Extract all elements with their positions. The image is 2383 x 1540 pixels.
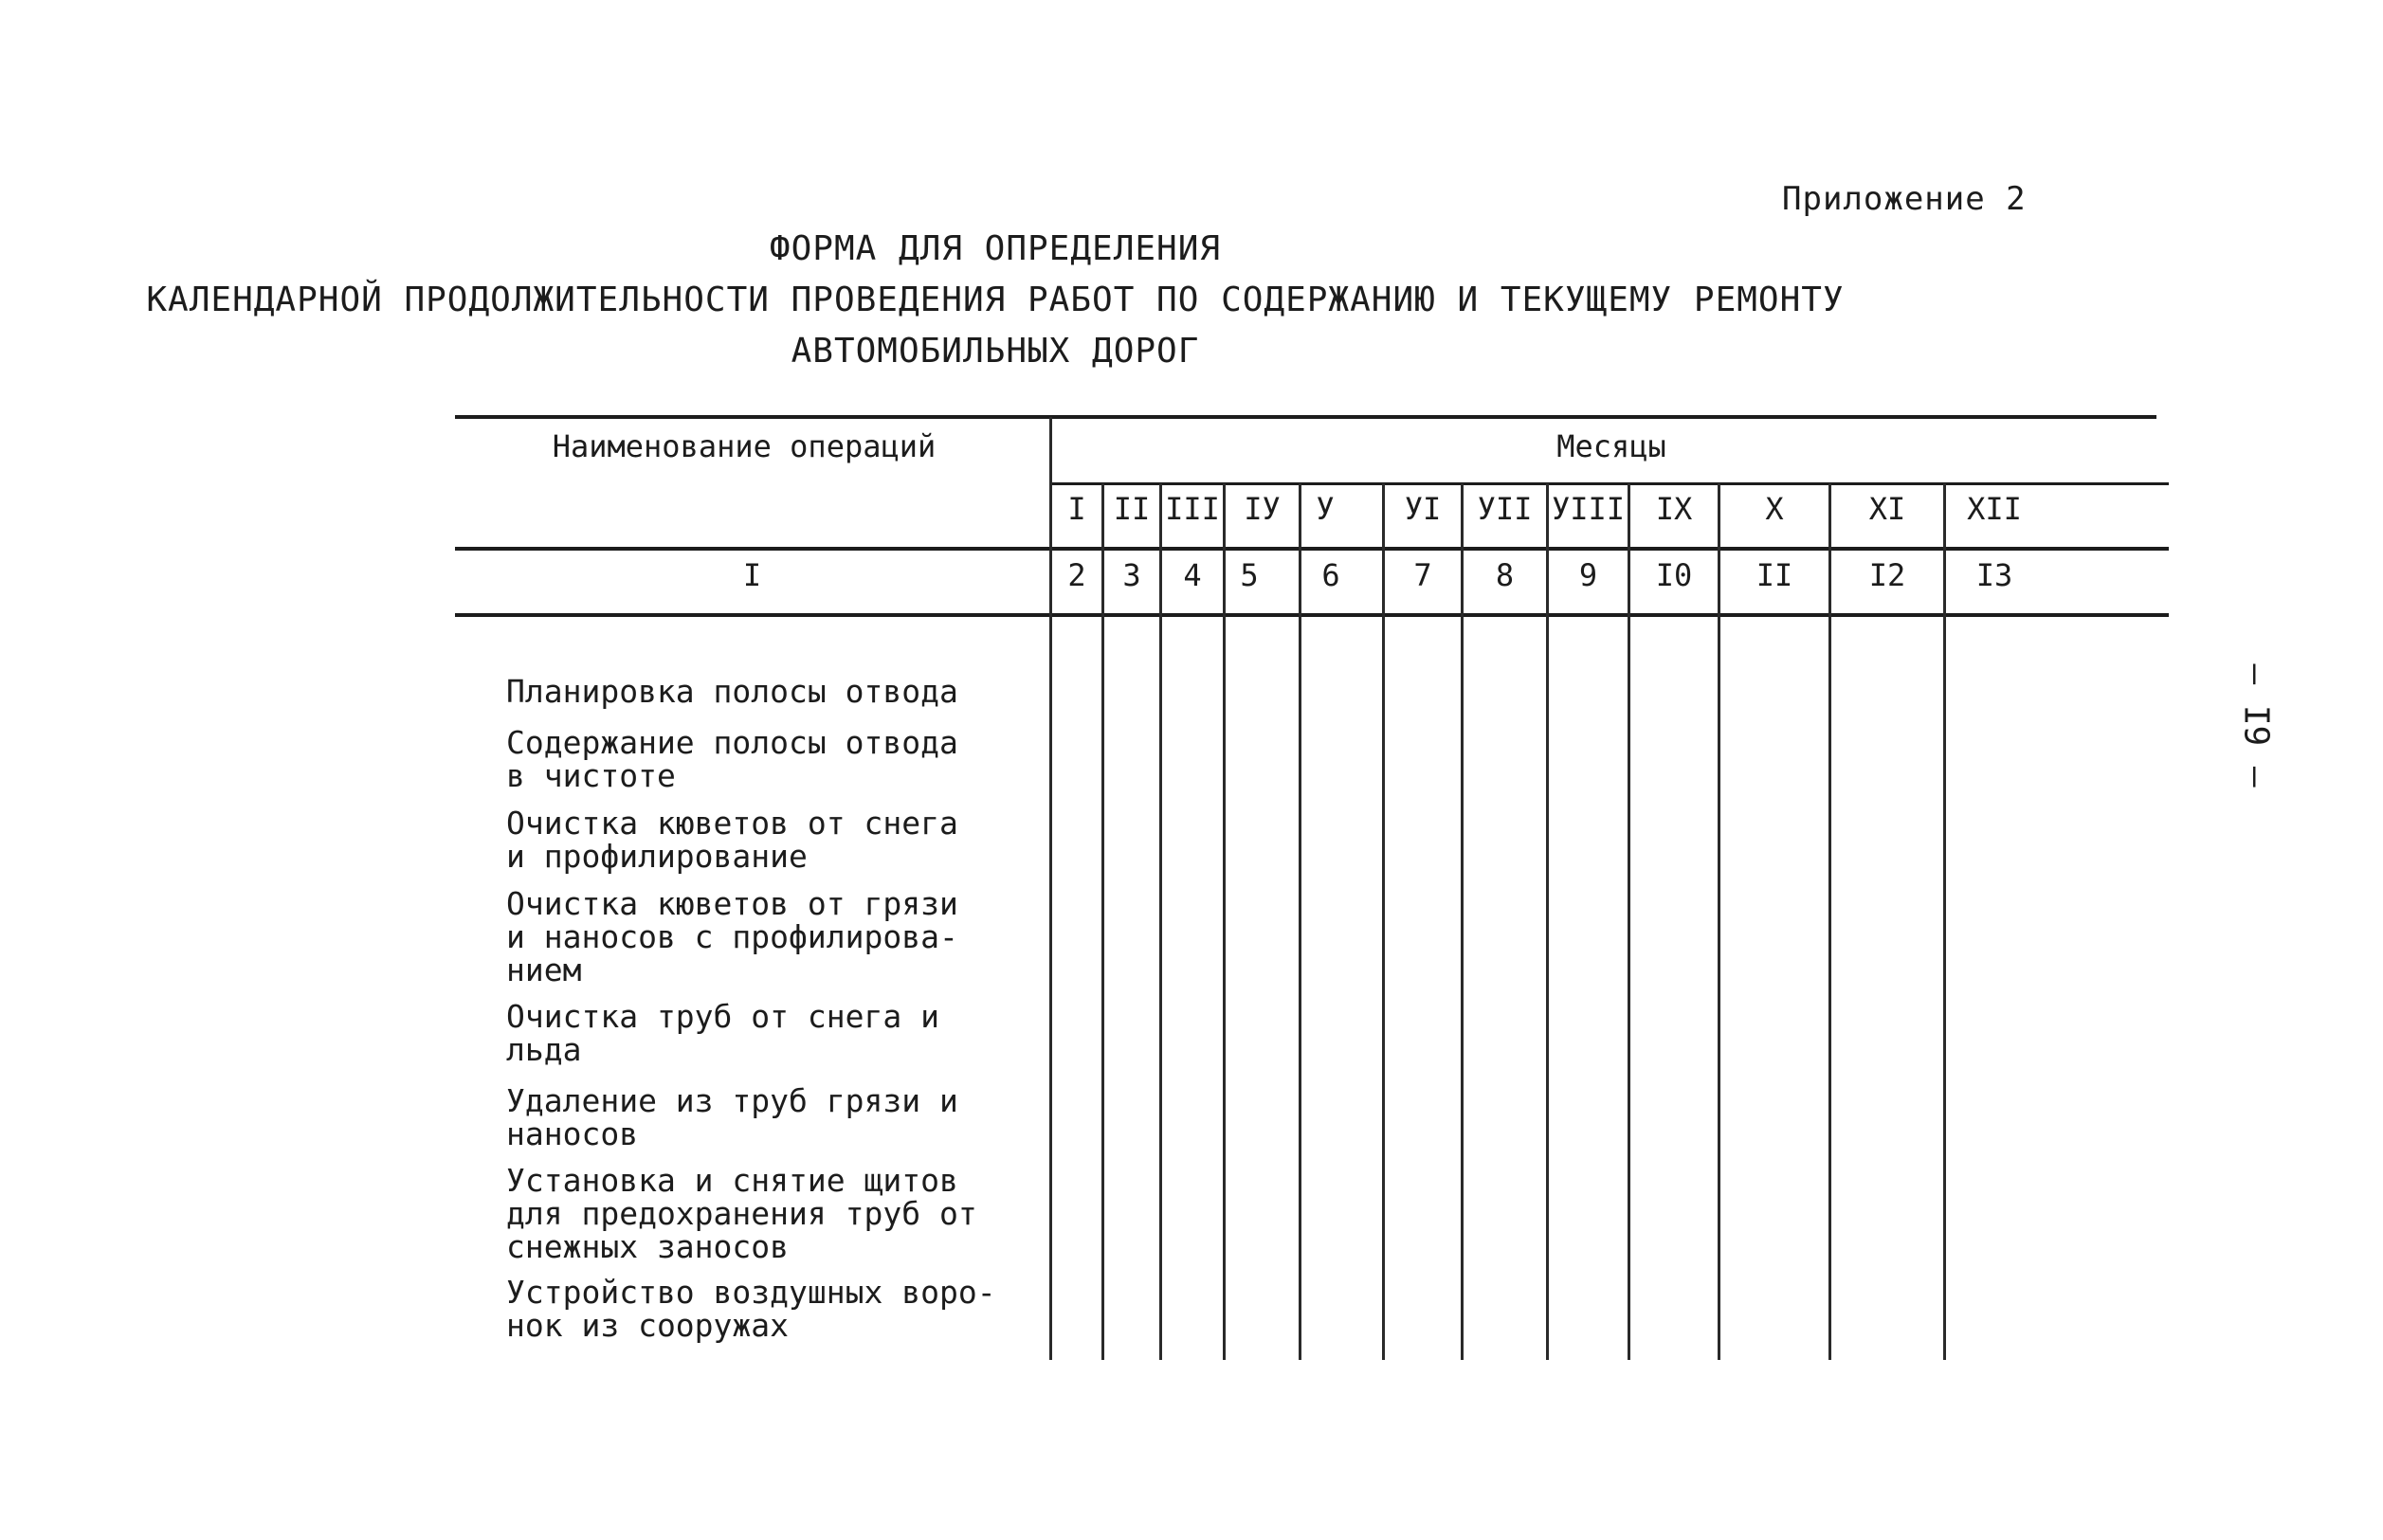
month-header: IX [1655, 491, 1693, 527]
month-header: XI [1868, 491, 1906, 527]
column-divider [1546, 483, 1549, 1360]
month-header: УIII [1551, 491, 1626, 527]
title-line-2: КАЛЕНДАРНОЙ ПРОДОЛЖИТЕЛЬНОСТИ ПРОВЕДЕНИЯ РАБОТ ПО СОДЕРЖАНИЮ И ТЕКУЩЕМУ РЕМОНТУ [146, 281, 1845, 319]
page-number: – I9 – [2236, 663, 2276, 788]
column-divider [1382, 483, 1385, 1360]
column-number: 2 [1067, 557, 1086, 593]
column-number: 4 [1183, 557, 1202, 593]
header-operations: Наименование операций [552, 428, 937, 464]
column-number: II [1755, 557, 1793, 593]
column-divider [1159, 483, 1162, 1360]
month-header: XII [1967, 491, 2022, 527]
column-number: 7 [1413, 557, 1432, 593]
month-header: IУ [1244, 491, 1281, 527]
appendix-label: Приложение 2 [1782, 180, 2027, 218]
operation-row: Очистка труб от снега и льда [506, 998, 939, 1068]
title-line-1: ФОРМА ДЛЯ ОПРЕДЕЛЕНИЯ [769, 229, 1222, 268]
column-number: 9 [1578, 557, 1598, 593]
month-header: У [1316, 491, 1335, 527]
month-header: УI [1404, 491, 1442, 527]
column-divider [1828, 483, 1831, 1360]
column-divider [1718, 483, 1720, 1360]
header-bottom-rule [455, 547, 2169, 551]
column-divider [1101, 483, 1104, 1360]
column-number: 6 [1321, 557, 1340, 593]
column-number: 5 [1240, 557, 1259, 593]
operation-row: Планировка полосы отвода [506, 673, 958, 710]
column-divider [1223, 483, 1226, 1360]
operation-row: Очистка кюветов от снега и профилирование [506, 805, 958, 875]
header-months: Месяцы [1556, 428, 1666, 464]
column-divider [1461, 483, 1464, 1360]
operation-row: Установка и снятие щитов для предохранения труб от снежных заносов [506, 1162, 977, 1265]
operation-row: Устройство воздушных воро- нок из сооружах [506, 1274, 996, 1344]
title-line-3: АВТОМОБИЛЬНЫХ ДОРОГ [791, 332, 1200, 371]
column-divider [1628, 483, 1630, 1360]
column-number: 3 [1122, 557, 1141, 593]
month-header: II [1113, 491, 1151, 527]
month-header: УII [1477, 491, 1533, 527]
column-divider [1299, 483, 1301, 1360]
column-number: 8 [1495, 557, 1515, 593]
table-top-rule [455, 415, 2156, 419]
operation-row: Очистка кюветов от грязи и наносов с профилирова- нием [506, 885, 958, 988]
column-number: I3 [1975, 557, 2013, 593]
column-divider [1943, 483, 1946, 1360]
operation-row: Содержание полосы отвода в чистоте [506, 724, 958, 794]
month-header: I [1067, 491, 1086, 527]
column-number: I0 [1655, 557, 1693, 593]
column-number: I [742, 557, 762, 593]
month-header: III [1165, 491, 1220, 527]
numbers-bottom-rule [455, 613, 2169, 617]
operation-row: Удаление из труб грязи и наносов [506, 1082, 958, 1152]
column-number: I2 [1868, 557, 1906, 593]
months-divider-rule [1050, 482, 2169, 485]
month-header: X [1765, 491, 1784, 527]
